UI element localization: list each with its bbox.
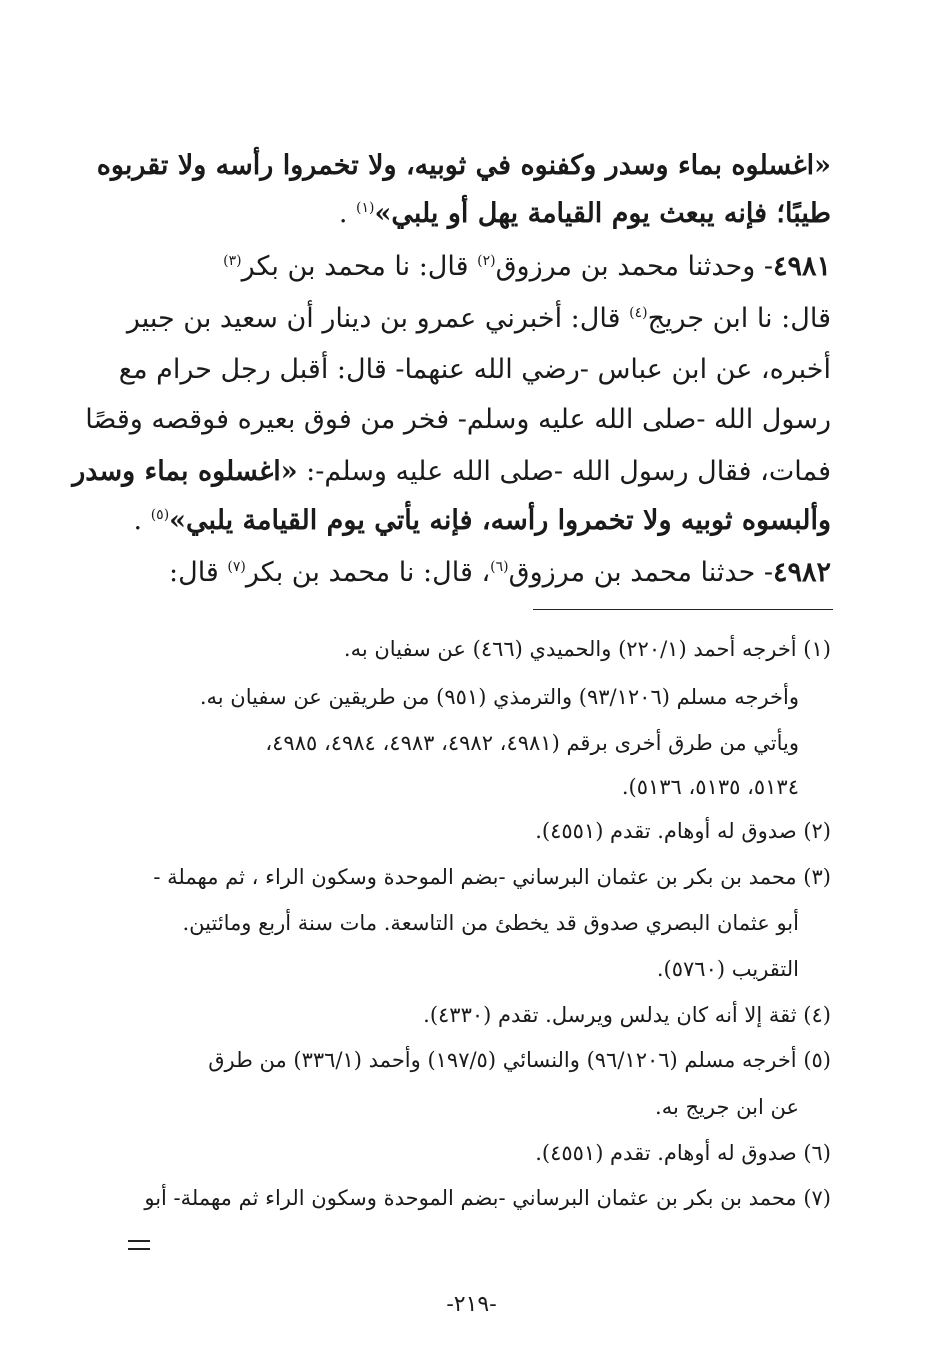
footnote-ref-2: (٢) xyxy=(477,253,496,269)
footnote-4: (٤) ثقة إلا أنه كان يدلس ويرسل. تقدم (٤٣٣٠). xyxy=(423,1003,831,1027)
footnote-ref-1: (١) xyxy=(356,200,375,216)
main-line-6: رسول الله -صلى الله عليه وسلم- فخر من فوق بعيره فوقصه وقصًا xyxy=(85,404,831,435)
footnote-3-line-3: التقريب (٥٧٦٠). xyxy=(656,957,799,981)
footnote-3-line-2: أبو عثمان البصري صدوق قد يخطئ من التاسعة. مات سنة أربع ومائتين. xyxy=(182,911,799,935)
footnote-ref-4: (٤) xyxy=(629,305,648,321)
main-line-2: طيبًا؛ فإنه يبعث يوم القيامة يهل أو يلبي»$^{(١)}$ . xyxy=(338,198,831,229)
footnote-ref-3: (٣) xyxy=(223,253,242,269)
hadith-number-4982: ٤٩٨٢ xyxy=(772,557,831,588)
quote-bold: وألبسوه ثوبيه ولا تخمروا رأسه، فإنه يأتي يوم القيامة يلبي» xyxy=(169,505,831,536)
footnote-1: (١) أخرجه أحمد (٢٢٠/١) والحميدي (٤٦٦) عن سفيان به. xyxy=(343,637,831,661)
footnote-1-line-4: ٥١٣٤، ٥١٣٥، ٥١٣٦). xyxy=(621,775,799,799)
footnote-1-line-3: ويأتي من طرق أخرى برقم (٤٩٨١، ٤٩٨٢، ٤٩٨٣، ٤٩٨٤، ٤٩٨٥، xyxy=(265,731,799,755)
hadith-number-4981: ٤٩٨١ xyxy=(772,251,831,282)
footnote-7: (٧) محمد بن بكر بن عثمان البرساني -بضم الموحدة وسكون الراء ثم مهملة- أبو xyxy=(144,1186,831,1210)
footnote-ref-6: (٦) xyxy=(490,559,509,575)
main-line-5: أخبره، عن ابن عباس -رضي الله عنهما- قال: أقبل رجل حرام مع xyxy=(118,354,831,385)
page-number: -٢١٩- xyxy=(446,1292,497,1317)
footnote-5-line-2: عن ابن جريج به. xyxy=(655,1095,799,1119)
footnote-separator xyxy=(533,609,833,610)
main-line-9: ٤٩٨٢- حدثنا محمد بن مرزوق$^{(٦)}$، قال: نا محمد بن بكر$^{(٧)}$ قال: xyxy=(168,557,831,588)
footnote-1-line-2: وأخرجه مسلم (٩٣/١٢٠٦) والترمذي (٩٥١) من طريقين عن سفيان به. xyxy=(199,685,799,709)
footnote-ref-5: (٥) xyxy=(150,507,170,523)
footnote-ref-7: (٧) xyxy=(227,559,246,575)
footnote-2: (٢) صدوق له أوهام. تقدم (٤٥٥١). xyxy=(535,819,831,843)
quote-bold: «اغسلوه بماء وسدر xyxy=(72,456,298,487)
quote-bold: طيبًا؛ فإنه يبعث يوم القيامة يهل أو يلبي» xyxy=(374,198,831,229)
main-line-4: قال: نا ابن جريج$^{(٤)}$ قال: أخبرني عمرو بن دينار أن سعيد بن جبير xyxy=(126,303,831,334)
footnote-3: (٣) محمد بن بكر بن عثمان البرساني -بضم الموحدة وسكون الراء ، ثم مهملة - xyxy=(153,865,831,889)
main-line-3: ٤٩٨١- وحدثنا محمد بن مرزوق$^{(٢)}$ قال: نا محمد بن بكر$^{(٣)}$ xyxy=(223,251,831,282)
footnote-5: (٥) أخرجه مسلم (٩٦/١٢٠٦) والنسائي (١٩٧/٥) وأحمد (٣٣٦/١) من طرق xyxy=(208,1048,831,1072)
footnote-continuation-mark xyxy=(128,1240,150,1250)
footnote-6: (٦) صدوق له أوهام. تقدم (٤٥٥١). xyxy=(535,1141,831,1165)
main-line-7: فمات، فقال رسول الله -صلى الله عليه وسلم-: «اغسلوه بماء وسدر xyxy=(72,456,831,487)
main-line-8: وألبسوه ثوبيه ولا تخمروا رأسه، فإنه يأتي يوم القيامة يلبي»$^{(٥)}$ . xyxy=(133,505,831,536)
main-line-1: «اغسلوه بماء وسدر وكفنوه في ثوبيه، ولا تخمروا رأسه ولا تقربوه xyxy=(96,150,831,181)
